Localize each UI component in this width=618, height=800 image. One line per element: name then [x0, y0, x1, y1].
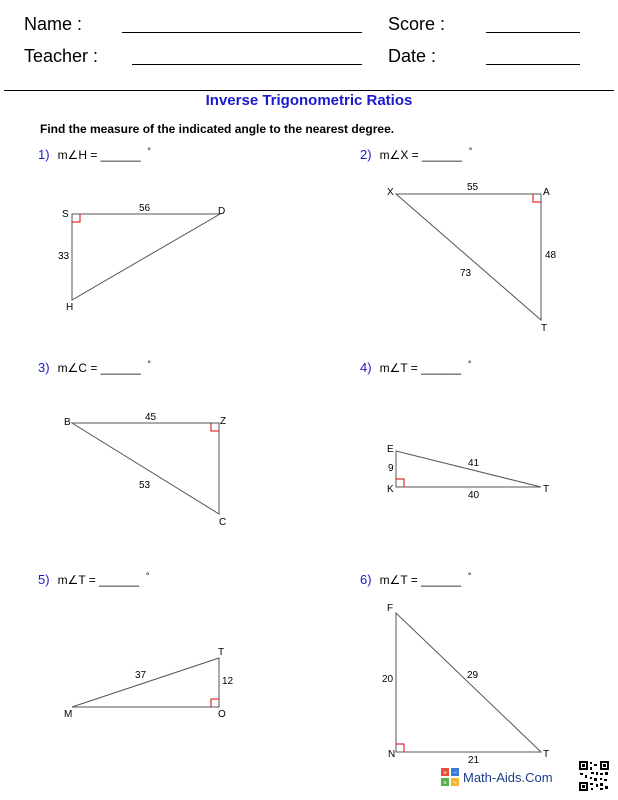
problem-number: 4)	[360, 360, 372, 375]
vertex-label: H	[66, 302, 74, 313]
name-label: Name :	[24, 14, 83, 34]
qr-code-icon[interactable]	[578, 760, 610, 792]
problem-number: 1)	[38, 147, 50, 162]
vertex-label: T	[218, 647, 225, 658]
triangle-shape	[396, 451, 541, 487]
problem-prompt: m∠X = ______	[379, 148, 463, 162]
vertex-label: N	[388, 749, 396, 760]
right-angle-marker	[533, 194, 541, 202]
side-label: 56	[139, 203, 151, 214]
triangle-shape	[396, 613, 541, 752]
triangle-2	[387, 182, 557, 334]
side-label: 40	[468, 490, 480, 501]
side-label: 45	[145, 412, 157, 423]
svg-text:÷: ÷	[453, 780, 457, 786]
side-label: 53	[139, 480, 151, 491]
side-label: 41	[468, 458, 480, 469]
vertex-label: T	[543, 749, 550, 760]
vertex-label: T	[541, 323, 548, 334]
triangle-6	[382, 603, 549, 766]
triangle-shape	[396, 194, 541, 320]
vertex-label: M	[64, 709, 73, 720]
degree-symbol: °	[467, 571, 472, 581]
vertex-label: O	[218, 709, 226, 720]
side-label: 37	[135, 670, 147, 681]
vertex-label: A	[543, 187, 550, 198]
vertex-label: T	[543, 484, 550, 495]
triangle-1	[58, 203, 225, 313]
side-label: 12	[222, 676, 234, 687]
teacher-label: Teacher :	[24, 46, 99, 66]
triangle-4	[387, 444, 549, 501]
vertex-label: K	[387, 484, 394, 495]
right-angle-marker	[72, 214, 80, 222]
date-label: Date :	[388, 46, 437, 66]
brand-text: Math-Aids.Com	[463, 769, 553, 785]
worksheet-title: Inverse Trigonometric Ratios	[205, 92, 413, 109]
triangle-shape	[72, 658, 219, 707]
vertex-label: F	[387, 603, 394, 614]
triangle-5	[64, 647, 234, 720]
vertex-label: S	[62, 209, 69, 220]
calculator-icon	[441, 768, 459, 786]
problem-prompt: m∠T = ______	[379, 573, 462, 587]
side-label: 9	[388, 463, 394, 474]
problem-number: 2)	[360, 147, 372, 162]
side-label: 20	[382, 674, 394, 685]
problem-number: 6)	[360, 572, 372, 587]
degree-symbol: °	[147, 146, 151, 156]
side-label: 73	[460, 268, 472, 279]
problem-prompt: m∠H = ______	[57, 148, 141, 162]
side-label: 33	[58, 251, 70, 262]
right-angle-marker	[396, 479, 404, 487]
problem-prompt: m∠T = ______	[379, 361, 462, 375]
side-label: 48	[545, 250, 557, 261]
math-aids-logo[interactable]	[441, 768, 553, 786]
instructions: Find the measure of the indicated angle to the nearest degree.	[40, 122, 395, 136]
svg-text:+: +	[443, 770, 448, 777]
right-angle-marker	[211, 699, 219, 707]
degree-symbol: °	[467, 359, 472, 369]
problem-number: 5)	[38, 572, 50, 587]
degree-symbol: °	[147, 359, 151, 369]
vertex-label: E	[387, 444, 394, 455]
right-angle-marker	[396, 744, 404, 752]
problem-number: 3)	[38, 360, 50, 375]
degree-symbol: °	[145, 571, 150, 581]
score-label: Score :	[388, 14, 446, 34]
svg-text:−: −	[453, 770, 458, 777]
triangle-3	[64, 412, 226, 528]
vertex-label: C	[219, 517, 227, 528]
vertex-label: D	[218, 206, 226, 217]
triangle-shape	[72, 423, 219, 514]
vertex-label: B	[64, 417, 71, 428]
right-angle-marker	[211, 423, 219, 431]
vertex-label: Z	[220, 416, 227, 427]
degree-symbol: °	[468, 146, 473, 156]
problem-prompt: m∠C = ______	[57, 361, 141, 375]
side-label: 29	[467, 670, 479, 681]
svg-text:×: ×	[443, 780, 448, 786]
side-label: 21	[468, 755, 480, 766]
triangle-shape	[72, 214, 220, 300]
problem-prompt: m∠T = ______	[57, 573, 140, 587]
side-label: 55	[467, 182, 479, 193]
vertex-label: X	[387, 187, 394, 198]
